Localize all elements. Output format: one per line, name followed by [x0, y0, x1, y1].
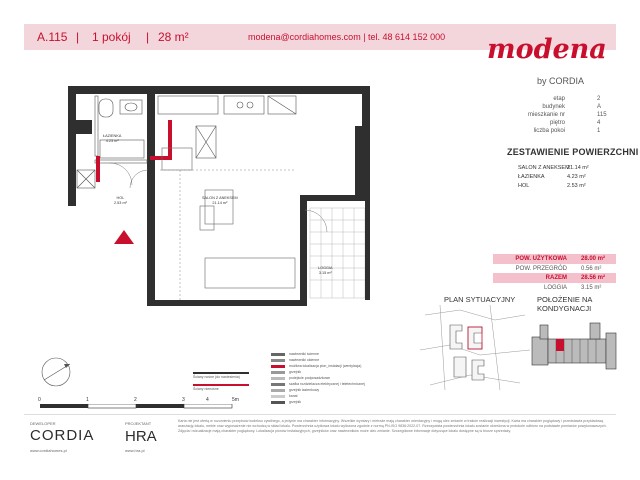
- scale-tick: 1: [86, 397, 89, 403]
- legend-item: grzejnik: [289, 400, 302, 404]
- modena-logo: modena: [487, 34, 607, 65]
- legend-swatch: [271, 353, 285, 356]
- legend-swatch: [271, 383, 285, 386]
- north-arrow-icon: [36, 352, 76, 392]
- room-label-bathroom: ŁAZIENKA 4.23 m²: [103, 134, 122, 143]
- room-area-row: SALON Z ANEKSEM 21.14 m²: [518, 165, 589, 171]
- by-cordia: by CORDIA: [537, 76, 585, 86]
- legend-item: grzejnik łazienkowy: [289, 388, 320, 392]
- legend-item: podejście podposadzkowe: [289, 376, 331, 380]
- designer-url[interactable]: www.hra.pl: [125, 448, 145, 453]
- legend-swatch: [271, 359, 285, 362]
- room-count: 1 pokój: [92, 30, 131, 44]
- scale-tick: 2: [134, 397, 137, 403]
- legend-item: możliwa lokalizacja pion_instalacji (wentylacja): [289, 364, 362, 368]
- legend-item: nawiewniki ścienne: [289, 352, 319, 356]
- scale-bar: [40, 404, 250, 410]
- cordia-logo: CORDIA: [30, 427, 95, 444]
- room-label-living: SALON Z ANEKSEM 21.14 m²: [202, 196, 238, 205]
- header-separator: |: [146, 30, 150, 44]
- room-label-loggia: LOGGIA 3.15 m²: [318, 266, 333, 275]
- total-area-row: RAZEM 28.56 m²: [493, 273, 616, 283]
- hra-logo: HRA: [125, 428, 157, 445]
- legend-loadbearing-swatch: [193, 372, 249, 374]
- usable-area-row: POW. UŻYTKOWA 28.00 m²: [493, 254, 616, 264]
- legend-item: grzejnik: [289, 370, 302, 374]
- partitions-area-row: POW. PRZEGRÓD 0.56 m²: [515, 266, 602, 272]
- kitchen-counter: [158, 96, 296, 158]
- developer-label: DEWELOPER: [30, 421, 56, 426]
- scale-unit: 5m: [232, 397, 239, 403]
- legend-nonloadbearing-swatch: [193, 384, 249, 386]
- legend-nonloadbearing-label: Ściany nienośne: [193, 387, 219, 391]
- legend-item: szafka rozdzielacza elektrycznej i teletechnicznej: [289, 382, 365, 386]
- room-area-row: HOL 2.53 m²: [518, 183, 586, 189]
- unit-area: 28 m²: [158, 30, 189, 44]
- floor-position-map: [530, 315, 618, 385]
- legend-swatch: [271, 371, 285, 374]
- unit-highlight: [556, 339, 564, 351]
- legend-swatch: [271, 401, 285, 404]
- site-plan-title: PLAN SYTUACYJNY: [444, 295, 516, 304]
- unit-number: A.115: [37, 30, 68, 44]
- developer-url[interactable]: www.cordiahomes.pl: [30, 448, 67, 453]
- floor-position-title: POŁOŻENIE NA KONDYGNACJI: [537, 295, 593, 313]
- loggia-area-row: LOGGIA 3.15 m²: [543, 285, 602, 291]
- summary-title: ZESTAWIENIE POWIERZCHNI: [507, 147, 639, 157]
- living-furniture: [162, 148, 295, 288]
- legend-swatch: [271, 395, 285, 398]
- legend-item: kanał: [289, 394, 298, 398]
- room-label-hall: HOL 2.53 m²: [114, 196, 127, 205]
- room-area-row: ŁAZIENKA 4.23 m²: [518, 174, 586, 180]
- scale-tick: 4: [206, 397, 209, 403]
- scale-tick: 3: [182, 397, 185, 403]
- entrance-marker: [114, 230, 134, 244]
- loggia-grid: [310, 208, 365, 298]
- header-separator: |: [76, 30, 80, 44]
- non-load-bearing-walls: [96, 120, 172, 182]
- legend-swatch: [271, 365, 285, 368]
- legal-disclaimer: Karta nie jest ofertą w rozumieniu przepisów kodeksu cywilnego, a jedynie ma charakter informacyjny. Wszelkie wymiary i metraże mają charakter orientacyjny i mogą ulec zmianie w trakcie realizacji inwestycji. Karta ma charakter poglądowy i przedstawia przykładową aranżację lokalu, meble oraz wyposażenie nie wchodzą w skład lokalu. Powierzchnia użytkowa lokalu wyliczona zgodnie z normą PN-ISO 9836:2022-07. Rzeczywista powierzchnia lokalu zostanie określona w protokole odbioru na podstawie pomiarów powykonawczych. Zdjęcia i wizualizacje mają charakter poglądowy. Lokalizacja pionów instalacyjnych, grzejników oraz nawiewników może ulec zmianie. Szczegółowe informacje dotyczące lokalu dostępne są w biurze sprzedaży.: [178, 419, 607, 434]
- scale-tick: 0: [38, 397, 41, 403]
- site-plan-map: [420, 305, 530, 390]
- legend-loadbearing-label: Ściany nośne (do naniesienia): [193, 375, 240, 379]
- footer-divider: [24, 414, 616, 415]
- contact-info[interactable]: modena@cordiahomes.com | tel. 48 614 152 000: [248, 32, 446, 42]
- legend-item: nawiewniki okienne: [289, 358, 320, 362]
- bathroom-fixtures: [99, 99, 144, 158]
- legend-swatch: [271, 377, 285, 380]
- legend-swatch: [271, 389, 285, 392]
- designer-label: PROJEKTANT: [125, 421, 152, 426]
